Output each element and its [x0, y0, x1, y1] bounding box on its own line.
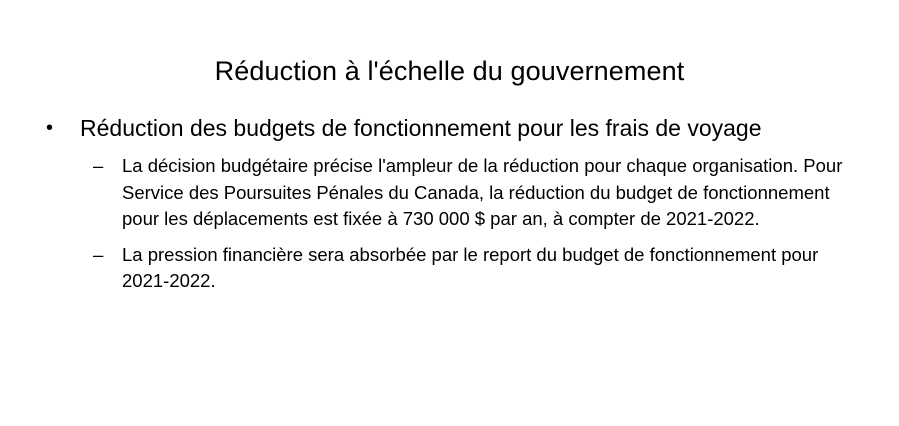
page-title: Réduction à l'échelle du gouvernement	[214, 56, 685, 86]
dash-marker-icon: –	[93, 155, 104, 176]
list-item	[38, 153, 858, 233]
bullet-marker-icon: •	[46, 117, 54, 139]
list-item-text: La décision budgétaire précise l'ampleur de la réduction pour chaque organisation. Pour Service des Poursuites Pénales du Canada, la réduction du budget de fonctionnement pour les déplacements est fixée à 730 000 $ par an, à compter de 2021-2022.	[122, 155, 843, 229]
list-item	[38, 242, 858, 295]
dash-marker-icon: –	[93, 243, 104, 265]
list-item-text: La pression financière sera absorbée par le report du budget de fonctionnement pour 2021-2022.	[122, 243, 819, 291]
slide-body	[38, 113, 858, 295]
list-item-text: Réduction des budgets de fonctionnement pour les frais de voyage	[80, 115, 762, 141]
list-item	[38, 113, 858, 144]
